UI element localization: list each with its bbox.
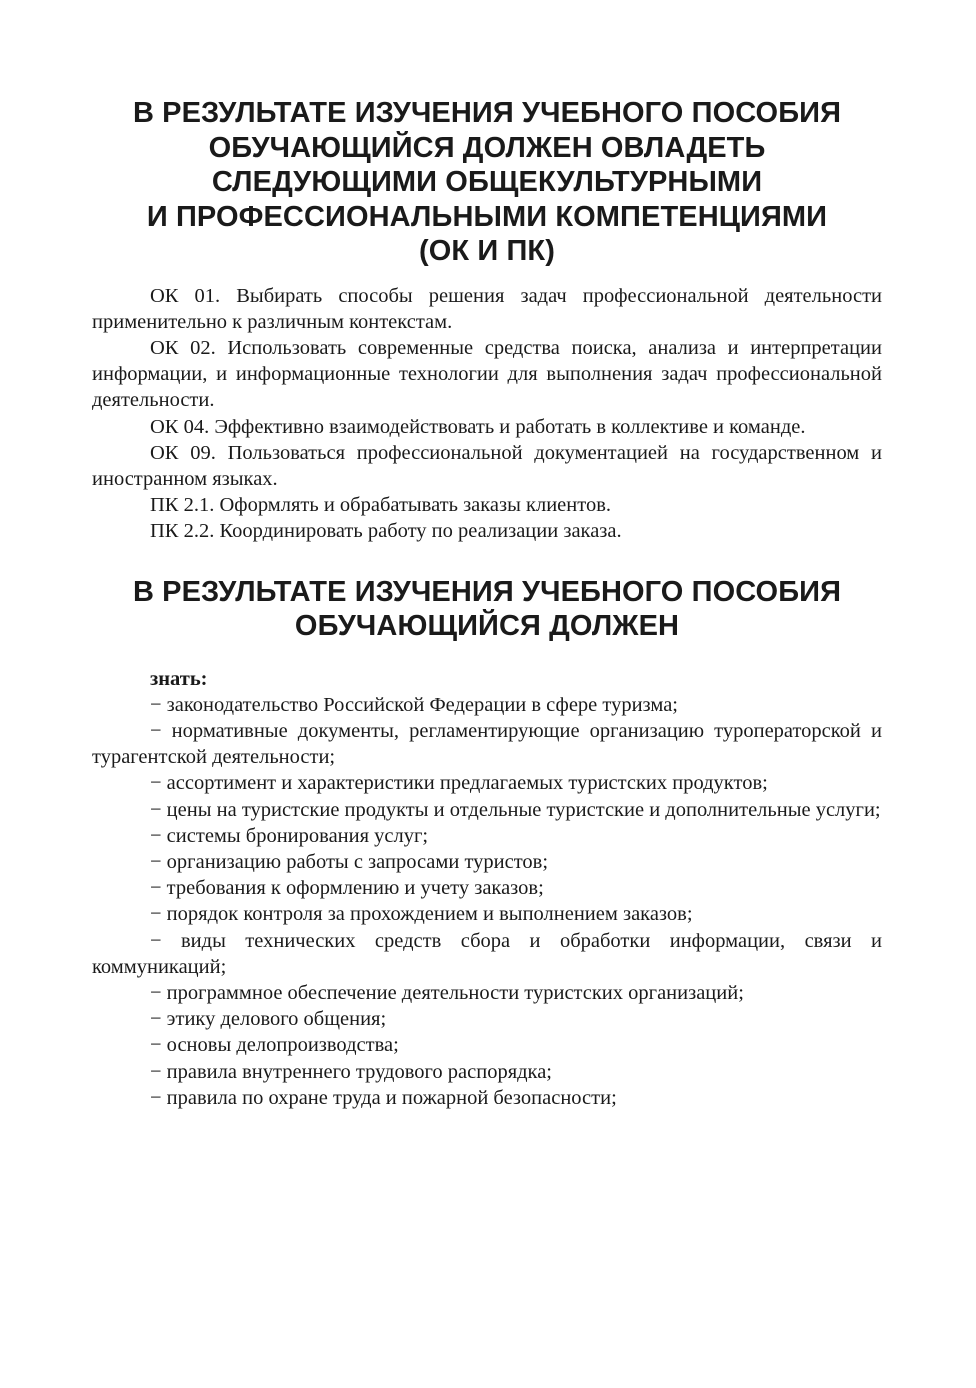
knowledge-item: − системы бронирования услуг; xyxy=(150,824,429,847)
competency-pk22: ПК 2.2. Координировать работу по реализации заказа. xyxy=(150,520,622,543)
knowledge-item: − организацию работы с запросами туристов; xyxy=(150,850,549,873)
document-page xyxy=(92,92,882,1111)
competencies-heading xyxy=(92,96,882,269)
knowledge-item: − виды технических средств сбора и обработки информации, связи и коммуникаций; xyxy=(92,929,882,978)
heading-line: В РЕЗУЛЬТАТЕ ИЗУЧЕНИЯ УЧЕБНОГО ПОСОБИЯ xyxy=(132,575,842,608)
knowledge-section xyxy=(92,666,882,1111)
knowledge-item: − правила по охране труда и пожарной безопасности; xyxy=(150,1086,617,1109)
heading-line: ОБУЧАЮЩИЙСЯ ДОЛЖЕН xyxy=(294,610,680,643)
knowledge-item: − нормативные документы, регламентирующие организацию туроператорской и турагентской деятельности; xyxy=(92,719,882,769)
knowledge-item: − основы делопроизводства; xyxy=(150,1034,399,1057)
knowledge-item: − цены на туристские продукты и отдельные туристские и дополнительные услуги; xyxy=(150,798,881,821)
knowledge-item: − законодательство Российской Федерации в сфере туризма; xyxy=(150,693,678,716)
heading-line: ОБУЧАЮЩИЙСЯ ДОЛЖЕН ОВЛАДЕТЬ xyxy=(208,131,766,164)
competency-ok09: ОК 09. Пользоваться профессиональной документацией на государственном и иностранном языках. xyxy=(92,441,882,490)
heading-line: (ОК И ПК) xyxy=(419,235,555,267)
knowledge-item: − этику делового общения; xyxy=(150,1008,387,1031)
heading-line: И ПРОФЕССИОНАЛЬНЫМИ КОМПЕТЕНЦИЯМИ xyxy=(146,200,828,233)
knowledge-item: − правила внутреннего трудового распорядка; xyxy=(150,1060,552,1083)
competency-pk21: ПК 2.1. Оформлять и обрабатывать заказы клиентов. xyxy=(150,494,611,517)
heading-line: СЛЕДУЮЩИМИ ОБЩЕКУЛЬТУРНЫМИ xyxy=(211,166,763,198)
competency-ok04: ОК 04. Эффективно взаимодействовать и работать в коллективе и команде. xyxy=(150,415,806,438)
heading-line: В РЕЗУЛЬТАТЕ ИЗУЧЕНИЯ УЧЕБНОГО ПОСОБИЯ xyxy=(132,97,842,129)
competencies-list xyxy=(92,283,882,545)
competency-ok02: ОК 02. Использовать современные средства поиска, анализа и интерпретации информации, и информационные технологии для выполнения задач профессиональной деятельности. xyxy=(92,336,882,412)
knowledge-item: − ассортимент и характеристики предлагаемых туристских продуктов; xyxy=(150,772,768,795)
knowledge-item: − программное обеспечение деятельности туристских организаций; xyxy=(150,981,744,1004)
competency-ok01: ОК 01. Выбирать способы решения задач профессиональной деятельности применительно к различным контекстам. xyxy=(92,284,882,333)
knowledge-item: − порядок контроля за прохождением и выполнением заказов; xyxy=(150,903,693,926)
knowledge-label: знать: xyxy=(150,667,208,690)
outcomes-heading xyxy=(92,575,882,644)
knowledge-item: − требования к оформлению и учету заказов; xyxy=(150,877,544,900)
